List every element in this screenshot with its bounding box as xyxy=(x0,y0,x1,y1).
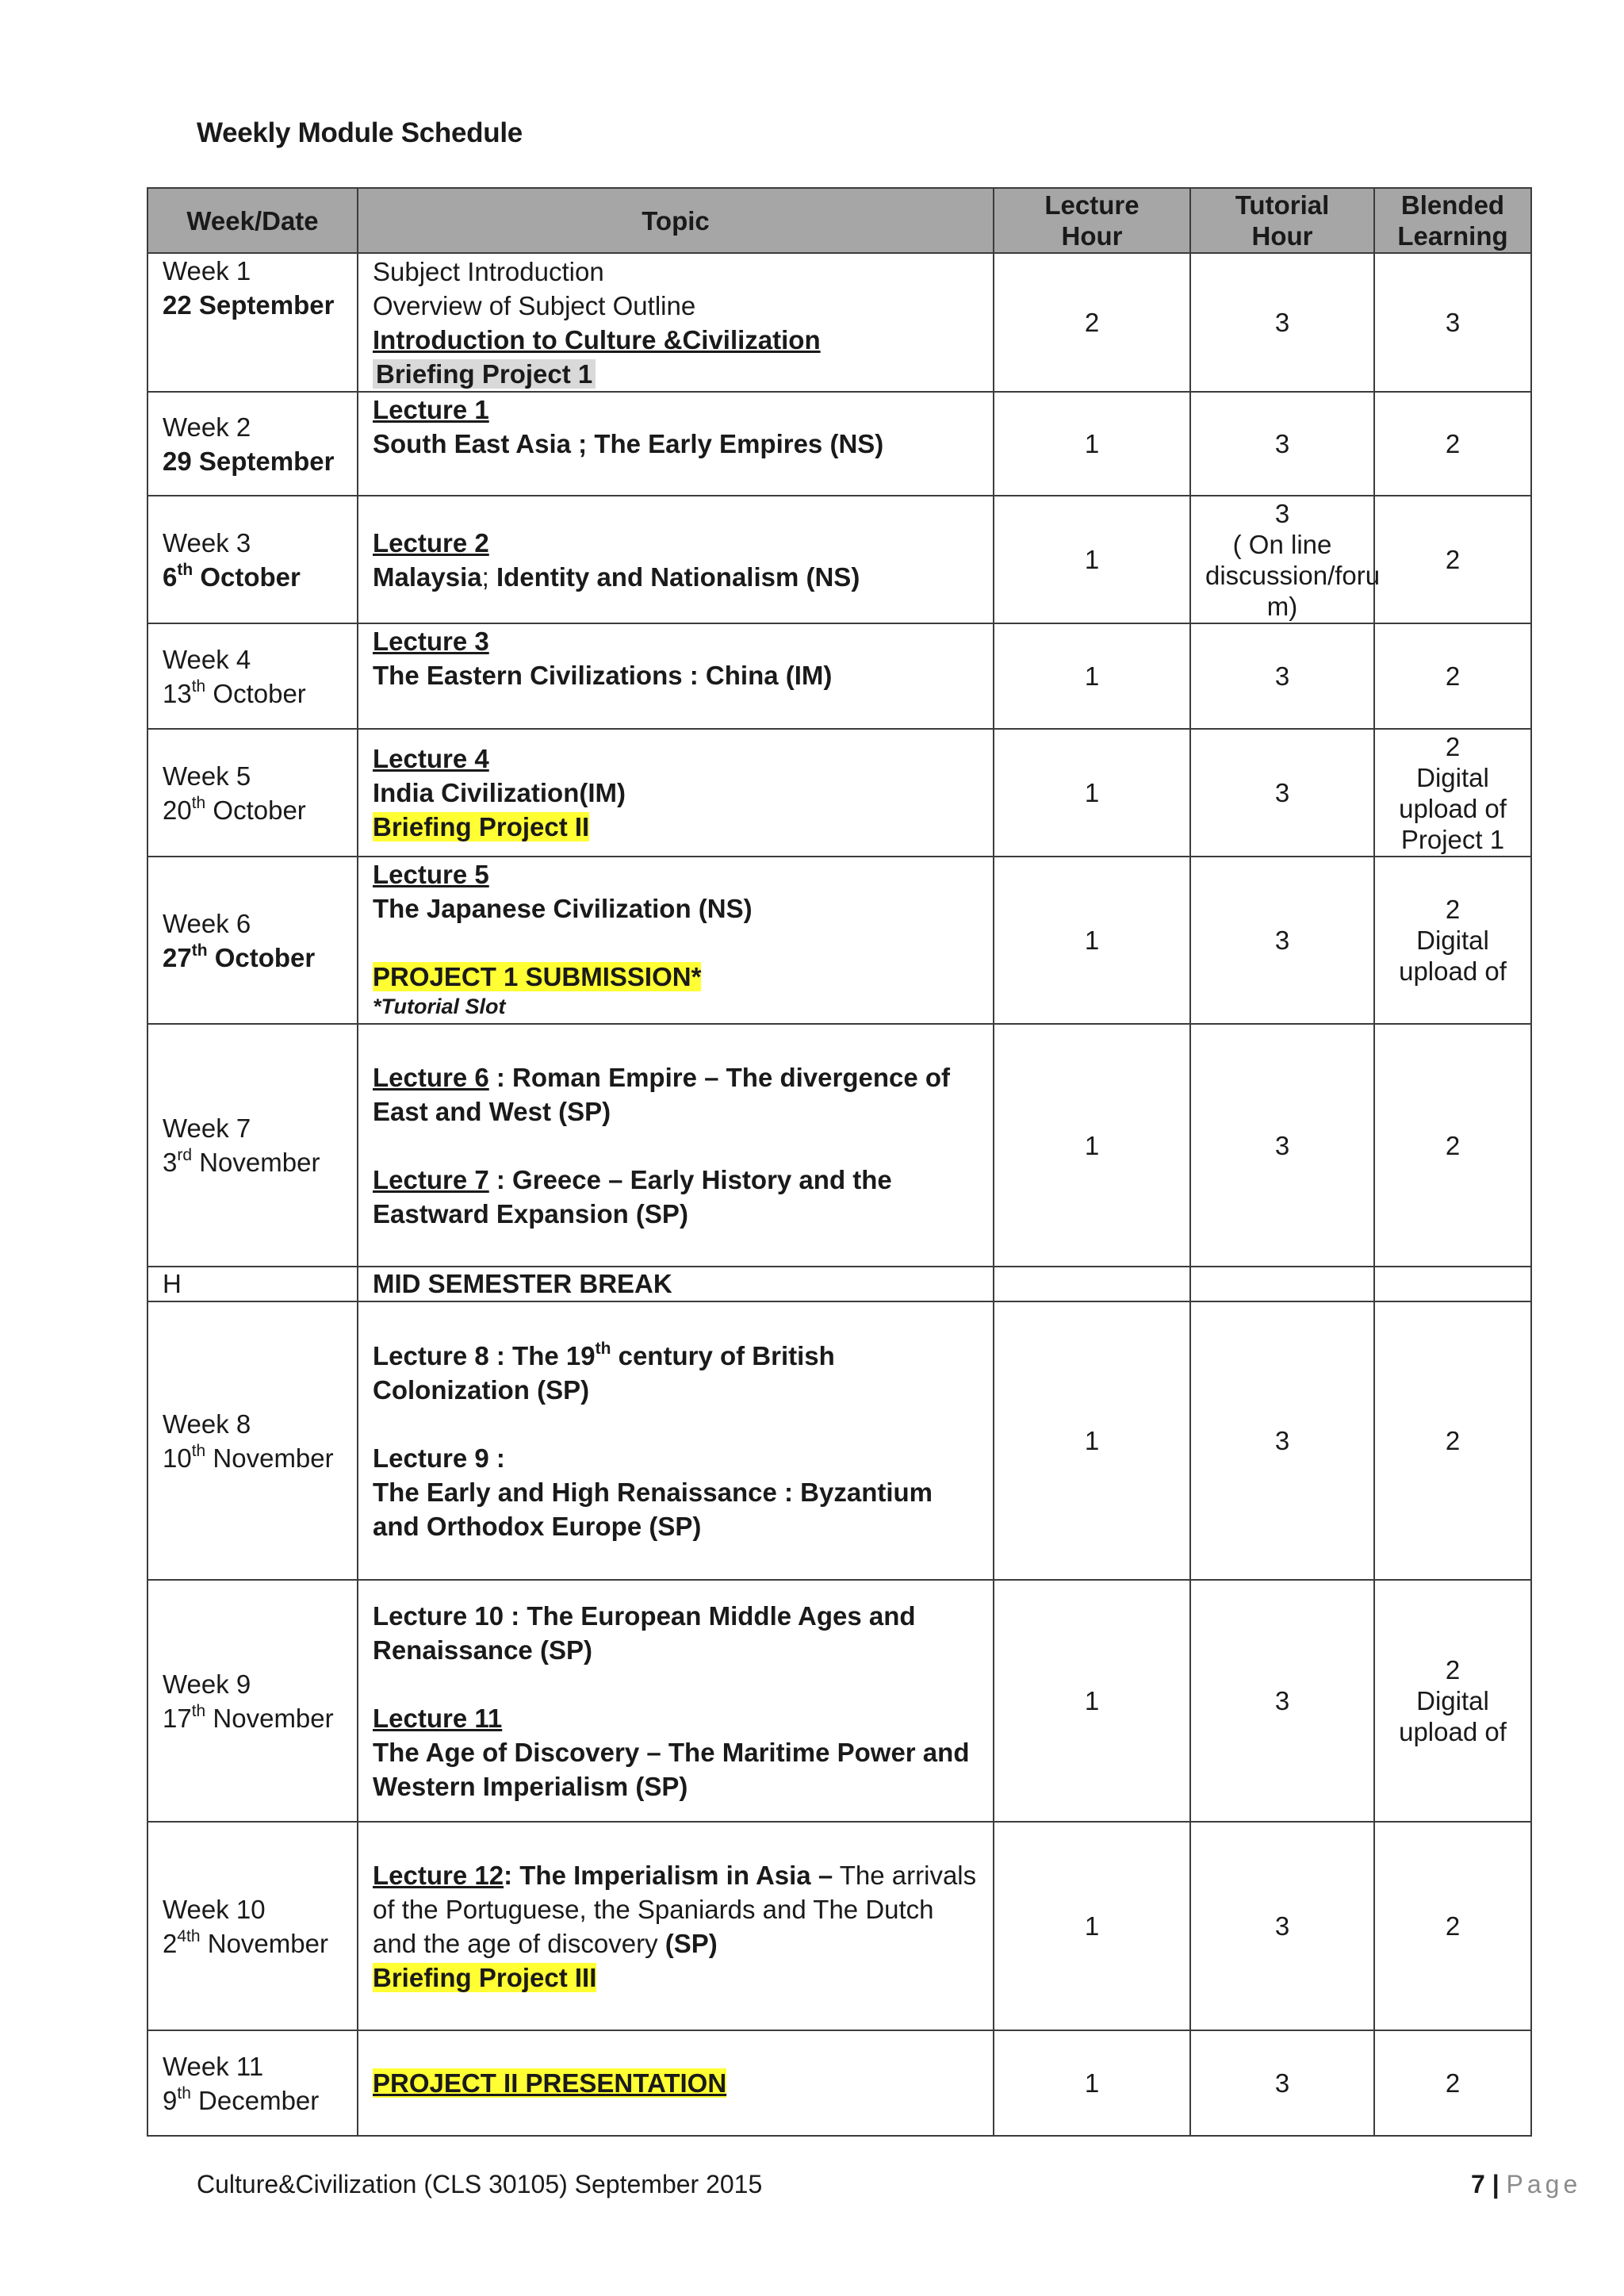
briefing-project-label: Briefing Project III xyxy=(373,1962,597,1992)
project-presentation-label: PROJECT II PRESENTATION xyxy=(373,2068,727,2098)
table-row-break xyxy=(147,1267,1531,1301)
week-cell: Week 9 17th November xyxy=(147,1580,358,1822)
tutorial-hour-cell xyxy=(1190,1267,1374,1301)
table-row xyxy=(147,253,1531,392)
blended-learning-cell: 2 xyxy=(1374,496,1531,623)
lecture-hour-cell: 1 xyxy=(994,1024,1190,1267)
week-cell: Week 8 10th November xyxy=(147,1301,358,1580)
lecture-hour-cell: 1 xyxy=(994,857,1190,1024)
topic-cell: Lecture 4 India Civilization(IM) Briefing Project II xyxy=(358,729,994,857)
table-row xyxy=(147,729,1531,857)
table-row xyxy=(147,857,1531,1024)
blended-learning-cell: 2 xyxy=(1374,1301,1531,1580)
table-row xyxy=(147,2030,1531,2136)
blended-learning-cell xyxy=(1374,1267,1531,1301)
header-blended-learning: Blended Learning xyxy=(1374,188,1531,253)
lecture-hour-cell: 1 xyxy=(994,496,1190,623)
week-cell: Week 7 3rd November xyxy=(147,1024,358,1267)
blended-learning-cell: 2 xyxy=(1374,1822,1531,2030)
blended-learning-cell: 2 xyxy=(1374,392,1531,496)
week-cell: Week 5 20th October xyxy=(147,729,358,857)
topic-cell: Subject Introduction Overview of Subject Outline Introduction to Culture &Civilization Briefing Project 1 xyxy=(358,253,994,392)
blended-learning-cell: 2 xyxy=(1374,2030,1531,2136)
table-row xyxy=(147,623,1531,729)
blended-learning-cell: 2 xyxy=(1374,1024,1531,1267)
header-topic: Topic xyxy=(358,188,994,253)
week-cell: Week 6 27th October xyxy=(147,857,358,1024)
tutorial-hour-cell: 3 xyxy=(1190,253,1374,392)
table-row xyxy=(147,496,1531,623)
week-cell: Week 2 29 September xyxy=(147,392,358,496)
topic-cell xyxy=(358,2030,994,2136)
tutorial-hour-cell: 3 xyxy=(1190,857,1374,1024)
topic-cell: Lecture 2 Malaysia; Identity and Nationalism (NS) xyxy=(358,496,994,623)
topic-cell: Lecture 10 : The European Middle Ages and Renaissance (SP) Lecture 11 The Age of Discovery – The Maritime Power and Western Imperialism (SP) xyxy=(358,1580,994,1822)
blended-learning-cell: 2 xyxy=(1374,623,1531,729)
week-cell: Week 1 22 September xyxy=(147,253,358,392)
week-cell: Week 3 6th October xyxy=(147,496,358,623)
briefing-project-label: Briefing Project 1 xyxy=(373,359,596,389)
topic-cell: MID SEMESTER BREAK xyxy=(358,1267,994,1301)
tutorial-hour-cell: 3 xyxy=(1190,623,1374,729)
footer-course-info: Culture&Civilization (CLS 30105) September 2015 xyxy=(197,2170,763,2198)
tutorial-hour-cell: 3 xyxy=(1190,392,1374,496)
lecture-hour-cell: 1 xyxy=(994,623,1190,729)
tutorial-hour-cell: 3 xyxy=(1190,1301,1374,1580)
tutorial-hour-cell: 3 xyxy=(1190,1822,1374,2030)
footer-page-number: 7 | Page xyxy=(1471,2170,1582,2198)
header-tutorial-hour: Tutorial Hour xyxy=(1190,188,1374,253)
topic-cell: Lecture 5 The Japanese Civilization (NS) PROJECT 1 SUBMISSION* *Tutorial Slot xyxy=(358,857,994,1024)
blended-learning-cell: 2 Digital upload of xyxy=(1374,857,1531,1024)
weekly-schedule-table xyxy=(147,187,1532,2137)
lecture-hour-cell: 1 xyxy=(994,392,1190,496)
lecture-hour-cell: 2 xyxy=(994,253,1190,392)
blended-learning-cell: 3 xyxy=(1374,253,1531,392)
topic-cell: Lecture 8 : The 19th century of British Colonization (SP) Lecture 9 : The Early and High Renaissance : Byzantium and Orthodox Europe (SP) xyxy=(358,1301,994,1580)
week-cell: Week 10 $2^{4th}$ November xyxy=(147,1822,358,2030)
topic-cell: Lecture 6 : Roman Empire – The divergence of East and West (SP) Lecture 7 : Greece – Early History and the Eastward Expansion (SP) xyxy=(358,1024,994,1267)
page-heading: Weekly Module Schedule xyxy=(197,117,523,148)
topic-cell: Lecture 1 South East Asia ; The Early Empires (NS) xyxy=(358,392,994,496)
week-cell: Week 4 13th October xyxy=(147,623,358,729)
week-cell: H xyxy=(147,1267,358,1301)
project-submission-label: PROJECT 1 SUBMISSION* xyxy=(373,962,702,991)
table-header-row xyxy=(147,188,1531,253)
tutorial-hour-cell: 3 ( On line discussion/foru m) xyxy=(1190,496,1374,623)
header-week-date: Week/Date xyxy=(147,188,358,253)
blended-learning-cell: 2 Digital upload of xyxy=(1374,1580,1531,1822)
table-row xyxy=(147,1024,1531,1267)
table-row xyxy=(147,1301,1531,1580)
briefing-project-label: Briefing Project II xyxy=(373,812,590,841)
tutorial-hour-cell: 3 xyxy=(1190,1580,1374,1822)
tutorial-hour-cell: 3 xyxy=(1190,729,1374,857)
lecture-hour-cell: 1 xyxy=(994,729,1190,857)
tutorial-hour-cell: 3 xyxy=(1190,2030,1374,2136)
table-row xyxy=(147,1822,1531,2030)
topic-cell: Lecture 12: The Imperialism in Asia – The arrivals of the Portuguese, the Spaniards and The Dutch and the age of discovery (SP) Briefing Project III xyxy=(358,1822,994,2030)
lecture-hour-cell: 1 xyxy=(994,1301,1190,1580)
lecture-hour-cell xyxy=(994,1267,1190,1301)
lecture-hour-cell: 1 xyxy=(994,2030,1190,2136)
week-cell: Week 11 9th December xyxy=(147,2030,358,2136)
topic-cell: Lecture 3 The Eastern Civilizations : China (IM) xyxy=(358,623,994,729)
lecture-hour-cell: 1 xyxy=(994,1580,1190,1822)
blended-learning-cell: 2 Digital upload of Project 1 xyxy=(1374,729,1531,857)
tutorial-hour-cell: 3 xyxy=(1190,1024,1374,1267)
lecture-hour-cell: 1 xyxy=(994,1822,1190,2030)
table-row xyxy=(147,392,1531,496)
table-row xyxy=(147,1580,1531,1822)
header-lecture-hour: Lecture Hour xyxy=(994,188,1190,253)
